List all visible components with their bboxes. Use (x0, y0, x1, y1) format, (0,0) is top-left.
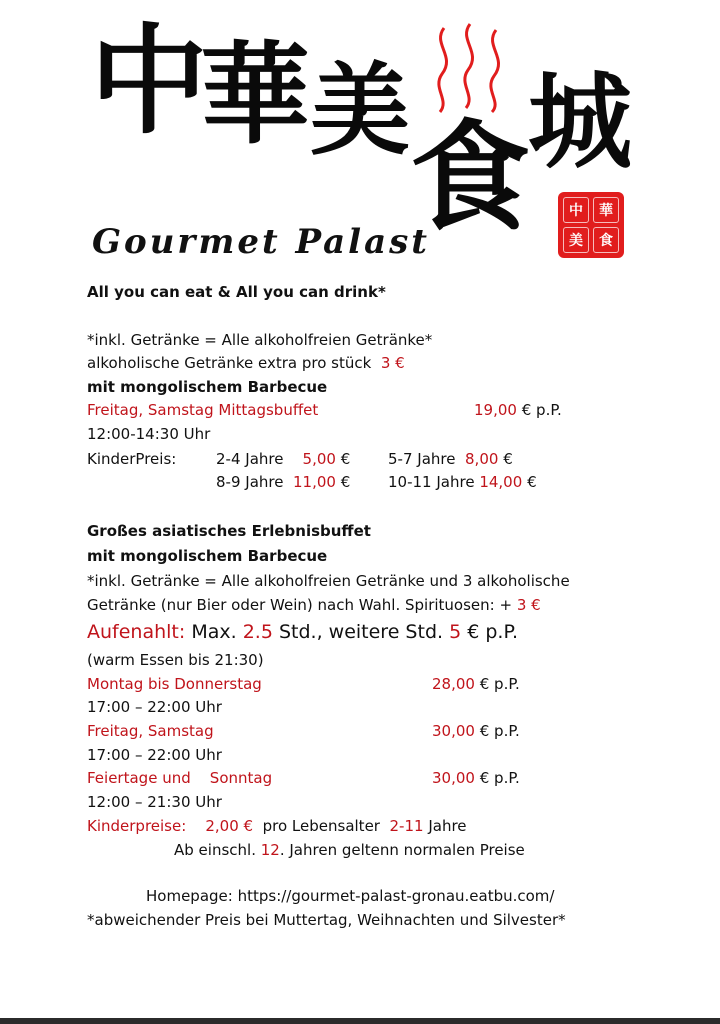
kids-pricing-range: 2-11 (389, 817, 424, 835)
kids-pricing-years: Jahre (428, 817, 467, 835)
header-logo (0, 0, 720, 270)
steam-icon (430, 20, 520, 115)
calligraphy-char-1: 中 (90, 11, 209, 150)
bottom-border (0, 1018, 720, 1024)
stay-hours: 2.5 (242, 621, 273, 643)
buffet-drinks-1: *inkl. Getränke = Alle alkoholfreien Getränke und 3 alkoholische (87, 572, 570, 590)
kids-age: 10-11 Jahre (388, 473, 475, 491)
lunch-price-unit: € p.P. (521, 401, 562, 419)
row-price-value: 30,00 (432, 722, 475, 740)
spirits-price: 3 € (516, 596, 541, 614)
kids-price: 11,00 (293, 473, 336, 491)
kids-unit: € (527, 473, 537, 491)
bbq-label: mit mongolischem Barbecue (87, 378, 328, 396)
kids-price-item (216, 449, 350, 469)
brand-name: Gourmet Palast (92, 222, 430, 262)
seal-char: 中 (563, 197, 589, 223)
alcohol-text: alkoholische Getränke extra pro stück (87, 354, 372, 372)
stay-max: Max. (191, 621, 237, 643)
kids-price: 14,00 (479, 473, 523, 491)
stay-extra: 5 (449, 621, 462, 643)
calligraphy-char-3: 美 (310, 51, 410, 169)
kids-age: 2-4 Jahre (216, 450, 284, 468)
seal-char: 美 (563, 227, 589, 253)
stay-unit: € p.P. (467, 621, 518, 643)
seal-char: 食 (593, 227, 619, 253)
kids-label: KinderPreis: (87, 450, 177, 468)
row-price-value: 30,00 (432, 769, 475, 787)
row-hours: 17:00 – 22:00 Uhr (87, 746, 222, 764)
kids-price: 8,00 (465, 450, 499, 468)
kids-unit: € (340, 450, 351, 468)
kids-price-item (388, 472, 537, 492)
alcohol-price: 3 € (380, 354, 405, 372)
calligraphy-char-4: 食 (410, 107, 530, 248)
buffet-subtitle: mit mongolischem Barbecue (87, 547, 328, 565)
lunch-price-value: 19,00 (474, 401, 517, 419)
row-price (432, 674, 520, 694)
adult-age: 12 (260, 841, 280, 859)
row-price-unit: € p.P. (479, 675, 520, 693)
stay-duration (87, 620, 518, 644)
warm-food-note: (warm Essen bis 21:30) (87, 651, 264, 669)
kids-unit: € (503, 450, 513, 468)
kids-price-item (388, 449, 513, 469)
row-price-unit: € p.P. (479, 722, 520, 740)
seal-char: 華 (593, 197, 619, 223)
kids-unit: € (340, 473, 351, 491)
adult-post: . Jahren geltenn normalen Preise (279, 841, 525, 859)
kids-pricing-price: 2,00 € (205, 817, 254, 835)
calligraphy-char-2: 華 (200, 30, 310, 159)
buffet-drinks-text: Getränke (nur Bier oder Wein) nach Wahl. Spirituosen: + (87, 596, 513, 614)
adult-price-note (174, 840, 525, 860)
row-price-value: 28,00 (432, 675, 475, 693)
row-hours: 12:00 – 21:30 Uhr (87, 793, 222, 811)
kids-price: 5,00 (302, 450, 336, 468)
homepage-link[interactable]: Homepage: https://gourmet-palast-gronau.eatbu.com/ (146, 887, 555, 905)
kids-pricing-per: pro Lebensalter (262, 817, 380, 835)
kids-age: 8-9 Jahre (216, 473, 284, 491)
row-price (432, 768, 520, 788)
kids-pricing-label: Kinderpreise: (87, 817, 187, 835)
adult-pre: Ab einschl. (174, 841, 256, 859)
headline-ayce: All you can eat & All you can drink* (87, 283, 386, 301)
lunch-hours: 12:00-14:30 Uhr (87, 425, 211, 443)
buffet-drinks-2 (87, 595, 541, 615)
row-hours: 17:00 – 22:00 Uhr (87, 698, 222, 716)
kids-age: 5-7 Jahre (388, 450, 456, 468)
drinks-note: *inkl. Getränke = Alle alkoholfreien Getränke* (87, 331, 433, 349)
row-price-unit: € p.P. (479, 769, 520, 787)
seal-stamp (558, 192, 624, 258)
alcohol-extra (87, 353, 405, 373)
kids-pricing (87, 816, 467, 836)
calligraphy-char-5: 城 (528, 60, 633, 183)
buffet-title: Großes asiatisches Erlebnisbuffet (87, 522, 371, 540)
lunch-days: Freitag, Samstag Mittagsbuffet (87, 401, 319, 419)
stay-label: Aufenahlt: (87, 621, 186, 643)
lunch-price (474, 400, 562, 420)
stay-mid: Std., weitere Std. (278, 621, 444, 643)
row-price (432, 721, 520, 741)
kids-price-item (216, 472, 350, 492)
row-days: Freitag, Samstag (87, 722, 214, 740)
row-days: Feiertage und Sonntag (87, 769, 273, 787)
row-days: Montag bis Donnerstag (87, 675, 262, 693)
disclaimer: *abweichender Preis bei Muttertag, Weihnachten und Silvester* (87, 911, 566, 929)
